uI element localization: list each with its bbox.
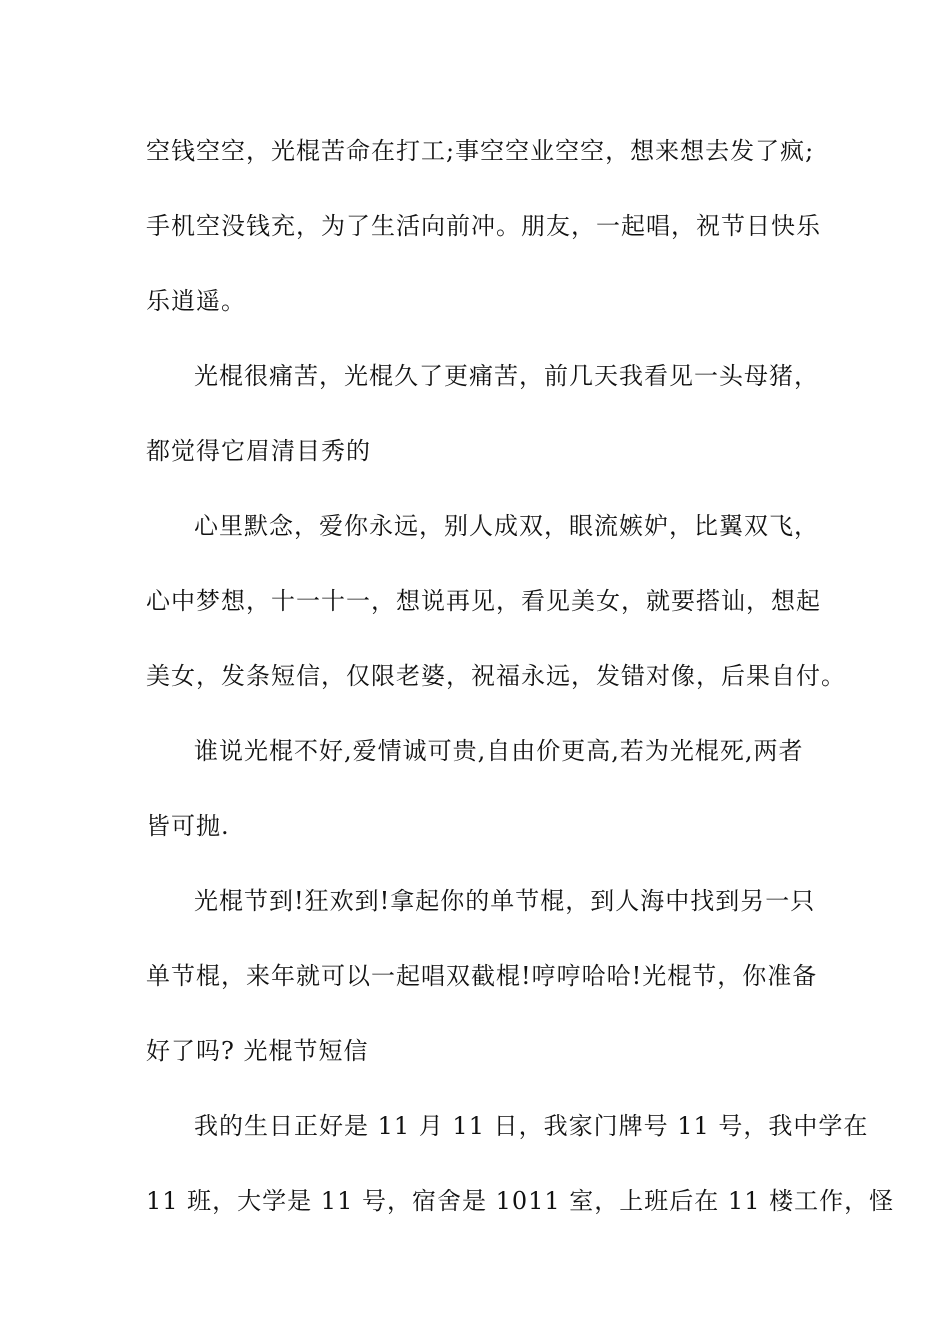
text-line: 皆可抛. — [146, 812, 230, 840]
text-line: 空钱空空，光棍苦命在打工;事空空业空空，想来想去发了疯; — [146, 137, 815, 165]
text-line: 光棍很痛苦，光棍久了更痛苦，前几天我看见一头母猪， — [194, 362, 819, 390]
text-line: 美女，发条短信，仅限老婆，祝福永远，发错对像，后果自付。 — [146, 662, 846, 690]
text-line: 光棍节到!狂欢到!拿起你的单节棍，到人海中找到另一只 — [194, 887, 816, 915]
text-line: 单节棍，来年就可以一起唱双截棍!哼哼哈哈!光棍节，你准备 — [146, 962, 818, 990]
text-line: 心中梦想，十一十一，想说再见，看见美女，就要搭讪，想起 — [146, 587, 821, 615]
text-line: 好了吗? 光棍节短信 — [146, 1037, 369, 1065]
text-line: 11 班，大学是 11 号，宿舍是 1011 室，上班后在 11 楼工作，怪 — [146, 1187, 895, 1215]
text-line: 谁说光棍不好,爱情诚可贵,自由价更高,若为光棍死,两者 — [194, 737, 804, 765]
text-line: 乐逍遥。 — [146, 287, 246, 315]
text-line: 心里默念，爱你永远，别人成双，眼流嫉妒，比翼双飞， — [194, 512, 819, 540]
text-line: 手机空没钱充，为了生活向前冲。朋友，一起唱，祝节日快乐 — [146, 212, 821, 240]
text-line: 我的生日正好是 11 月 11 日，我家门牌号 11 号，我中学在 — [194, 1112, 869, 1140]
text-line: 都觉得它眉清目秀的 — [146, 437, 371, 465]
